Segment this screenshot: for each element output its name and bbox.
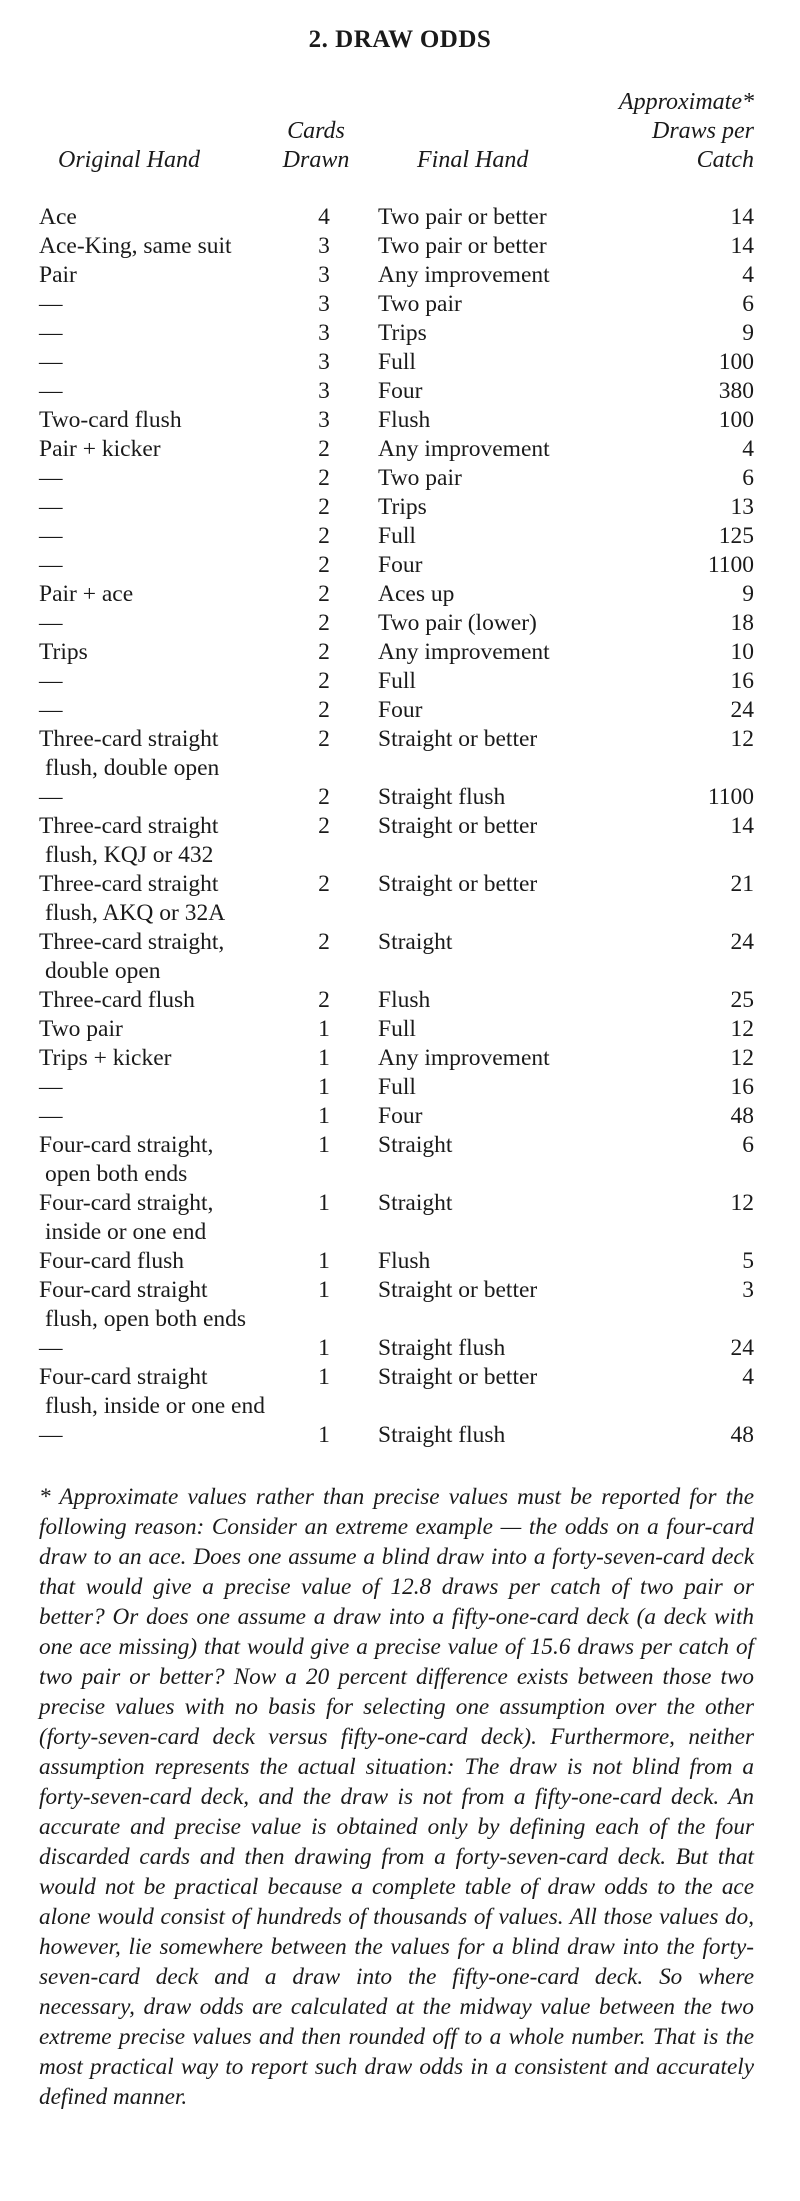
table-row xyxy=(39,812,754,870)
final-hand-cell: Straight xyxy=(378,929,453,955)
table-row xyxy=(39,580,754,609)
original-hand-cell xyxy=(39,1421,319,1450)
original-hand-line: — xyxy=(39,697,63,723)
draws-per-catch-cell: 21 xyxy=(730,871,754,897)
original-hand-line: Two pair xyxy=(39,1016,123,1042)
table-row xyxy=(39,377,754,406)
final-hand-cell: Straight xyxy=(378,1132,453,1158)
original-hand-cell xyxy=(39,1131,319,1189)
draws-per-catch-cell: 380 xyxy=(718,378,754,404)
cards-drawn-cell: 2 xyxy=(318,987,330,1013)
final-hand-cell: Any improvement xyxy=(378,639,550,665)
cards-drawn-cell: 1 xyxy=(318,1364,330,1390)
final-hand-cell: Full xyxy=(378,349,416,375)
original-hand-cell xyxy=(39,1247,319,1276)
table-row xyxy=(39,1276,754,1334)
original-hand-cell xyxy=(39,1044,319,1073)
original-hand-line: — xyxy=(39,668,63,694)
draws-per-catch-cell: 48 xyxy=(730,1103,754,1129)
final-hand-cell: Any improvement xyxy=(378,436,550,462)
table-row xyxy=(39,232,754,261)
original-hand-line: Four-card straight xyxy=(39,1277,208,1303)
table-row xyxy=(39,609,754,638)
table-row xyxy=(39,551,754,580)
table-row xyxy=(39,1102,754,1131)
original-hand-line: Two-card flush xyxy=(39,407,182,433)
original-hand-line: double open xyxy=(45,958,161,984)
cards-drawn-cell: 2 xyxy=(318,639,330,665)
cards-drawn-cell: 3 xyxy=(318,262,330,288)
cards-drawn-cell: 2 xyxy=(318,871,330,897)
cards-drawn-cell: 3 xyxy=(318,320,330,346)
final-hand-cell: Straight xyxy=(378,1190,453,1216)
table-row xyxy=(39,696,754,725)
table-row xyxy=(39,435,754,464)
original-hand-cell xyxy=(39,348,319,377)
original-hand-cell xyxy=(39,522,319,551)
final-hand-cell: Trips xyxy=(378,494,427,520)
final-hand-cell: Full xyxy=(378,668,416,694)
draws-per-catch-cell: 18 xyxy=(730,610,754,636)
original-hand-line: — xyxy=(39,610,63,636)
original-hand-cell xyxy=(39,464,319,493)
cards-drawn-cell: 2 xyxy=(318,610,330,636)
table-row xyxy=(39,1421,754,1450)
cards-drawn-cell: 2 xyxy=(318,494,330,520)
original-hand-line: flush, open both ends xyxy=(45,1306,247,1332)
final-hand-cell: Straight or better xyxy=(378,1277,538,1303)
final-hand-cell: Two pair xyxy=(378,465,462,491)
original-hand-line: Three-card flush xyxy=(39,987,195,1013)
draws-per-catch-cell: 48 xyxy=(730,1422,754,1448)
table-row xyxy=(39,783,754,812)
cards-drawn-cell: 2 xyxy=(318,784,330,810)
final-hand-cell: Straight or better xyxy=(378,813,538,839)
original-hand-line: flush, double open xyxy=(45,755,220,781)
original-hand-cell xyxy=(39,1015,319,1044)
table-row xyxy=(39,261,754,290)
original-hand-line: — xyxy=(39,1335,63,1361)
table-row xyxy=(39,203,754,232)
original-hand-line: — xyxy=(39,291,63,317)
original-hand-cell xyxy=(39,609,319,638)
cards-drawn-cell: 1 xyxy=(318,1045,330,1071)
cards-drawn-cell: 2 xyxy=(318,726,330,752)
cards-drawn-cell: 2 xyxy=(318,813,330,839)
cards-drawn-cell: 1 xyxy=(318,1016,330,1042)
cards-drawn-cell: 1 xyxy=(318,1422,330,1448)
draws-per-catch-cell: 6 xyxy=(742,291,754,317)
draws-per-catch-cell: 100 xyxy=(718,407,754,433)
original-hand-line: — xyxy=(39,784,63,810)
table-row xyxy=(39,986,754,1015)
table-row xyxy=(39,667,754,696)
draws-per-catch-cell: 9 xyxy=(742,581,754,607)
draws-per-catch-cell: 13 xyxy=(730,494,754,520)
original-hand-line: Three-card straight xyxy=(39,813,219,839)
original-hand-line: flush, inside or one end xyxy=(45,1393,265,1419)
table-row xyxy=(39,348,754,377)
original-hand-cell xyxy=(39,319,319,348)
table-row xyxy=(39,290,754,319)
table-row xyxy=(39,1363,754,1421)
draws-per-catch-cell: 125 xyxy=(718,523,754,549)
cards-drawn-cell: 3 xyxy=(318,378,330,404)
draws-per-catch-cell: 14 xyxy=(730,813,754,839)
cards-drawn-cell: 2 xyxy=(318,436,330,462)
original-hand-line: Three-card straight xyxy=(39,726,219,752)
draws-per-catch-cell: 16 xyxy=(730,668,754,694)
table-row xyxy=(39,493,754,522)
cards-drawn-cell: 2 xyxy=(318,697,330,723)
header-approx-draws xyxy=(494,88,754,175)
draws-per-catch-cell: 24 xyxy=(730,1335,754,1361)
final-hand-cell: Four xyxy=(378,697,423,723)
final-hand-cell: Full xyxy=(378,1074,416,1100)
cards-drawn-cell: 1 xyxy=(318,1335,330,1361)
original-hand-line: — xyxy=(39,378,63,404)
final-hand-cell: Four xyxy=(378,1103,423,1129)
final-hand-cell: Trips xyxy=(378,320,427,346)
original-hand-line: — xyxy=(39,320,63,346)
original-hand-cell xyxy=(39,290,319,319)
final-hand-cell: Two pair (lower) xyxy=(378,610,537,636)
table-row xyxy=(39,1073,754,1102)
final-hand-cell: Four xyxy=(378,378,423,404)
draws-per-catch-cell: 3 xyxy=(742,1277,754,1303)
table-row xyxy=(39,725,754,783)
table-row xyxy=(39,1334,754,1363)
original-hand-line: Four-card straight, xyxy=(39,1190,214,1216)
header-cards-drawn xyxy=(256,117,376,175)
original-hand-line: — xyxy=(39,552,63,578)
final-hand-cell: Any improvement xyxy=(378,1045,550,1071)
draws-per-catch-cell: 14 xyxy=(730,204,754,230)
draws-per-catch-cell: 10 xyxy=(730,639,754,665)
table-row xyxy=(39,1131,754,1189)
draws-per-catch-cell: 100 xyxy=(718,349,754,375)
cards-drawn-cell: 1 xyxy=(318,1103,330,1129)
cards-drawn-cell: 1 xyxy=(318,1248,330,1274)
original-hand-cell xyxy=(39,1363,319,1421)
header-final-hand: Final Hand xyxy=(417,147,529,173)
original-hand-cell xyxy=(39,696,319,725)
cards-drawn-cell: 2 xyxy=(318,465,330,491)
draws-per-catch-cell: 12 xyxy=(730,1190,754,1216)
original-hand-line: Three-card straight xyxy=(39,871,219,897)
original-hand-cell xyxy=(39,435,319,464)
final-hand-cell: Two pair or better xyxy=(378,204,547,230)
table-row xyxy=(39,464,754,493)
final-hand-cell: Full xyxy=(378,1016,416,1042)
table-row xyxy=(39,1044,754,1073)
header-cards-drawn-line: Cards xyxy=(287,118,345,144)
cards-drawn-cell: 1 xyxy=(318,1074,330,1100)
draws-per-catch-cell: 4 xyxy=(742,262,754,288)
original-hand-cell xyxy=(39,1073,319,1102)
cards-drawn-cell: 3 xyxy=(318,349,330,375)
draw-odds-table xyxy=(39,203,754,1450)
table-row xyxy=(39,406,754,435)
original-hand-cell xyxy=(39,986,319,1015)
original-hand-line: Four-card straight xyxy=(39,1364,208,1390)
cards-drawn-cell: 1 xyxy=(318,1277,330,1303)
final-hand-cell: Straight or better xyxy=(378,871,538,897)
original-hand-line: Four-card flush xyxy=(39,1248,185,1274)
original-hand-cell xyxy=(39,1334,319,1363)
cards-drawn-cell: 2 xyxy=(318,929,330,955)
header-original-hand: Original Hand xyxy=(58,147,201,173)
original-hand-cell xyxy=(39,377,319,406)
original-hand-cell xyxy=(39,551,319,580)
cards-drawn-cell: 2 xyxy=(318,668,330,694)
cards-drawn-cell: 4 xyxy=(318,204,330,230)
table-row xyxy=(39,638,754,667)
table-row xyxy=(39,928,754,986)
draws-per-catch-cell: 4 xyxy=(742,1364,754,1390)
table-row xyxy=(39,1189,754,1247)
draws-per-catch-cell: 12 xyxy=(730,1045,754,1071)
final-hand-cell: Any improvement xyxy=(378,262,550,288)
final-hand-cell: Straight or better xyxy=(378,1364,538,1390)
original-hand-cell xyxy=(39,1102,319,1131)
draws-per-catch-cell: 14 xyxy=(730,233,754,259)
header-approx-draws-line: Catch xyxy=(696,147,754,173)
original-hand-cell xyxy=(39,638,319,667)
draws-per-catch-cell: 5 xyxy=(742,1248,754,1274)
original-hand-cell xyxy=(39,261,319,290)
header-approx-draws-line: Draws per xyxy=(651,118,754,144)
table-row xyxy=(39,1015,754,1044)
table-row xyxy=(39,1247,754,1276)
original-hand-cell xyxy=(39,1276,319,1334)
header-approx-draws-line: Approximate* xyxy=(618,89,754,115)
draws-per-catch-cell: 16 xyxy=(730,1074,754,1100)
cards-drawn-cell: 2 xyxy=(318,523,330,549)
final-hand-cell: Full xyxy=(378,523,416,549)
original-hand-cell xyxy=(39,725,319,783)
draws-per-catch-cell: 6 xyxy=(742,465,754,491)
draws-per-catch-cell: 1100 xyxy=(707,552,754,578)
final-hand-cell: Straight or better xyxy=(378,726,538,752)
table-row xyxy=(39,522,754,551)
original-hand-line: — xyxy=(39,465,63,491)
original-hand-cell xyxy=(39,783,319,812)
final-hand-cell: Straight flush xyxy=(378,784,506,810)
original-hand-cell xyxy=(39,493,319,522)
draws-per-catch-cell: 12 xyxy=(730,1016,754,1042)
final-hand-cell: Flush xyxy=(378,407,431,433)
draws-per-catch-cell: 4 xyxy=(742,436,754,462)
original-hand-line: — xyxy=(39,494,63,520)
original-hand-cell xyxy=(39,928,319,986)
original-hand-cell xyxy=(39,580,319,609)
draws-per-catch-cell: 12 xyxy=(730,726,754,752)
original-hand-line: — xyxy=(39,523,63,549)
table-row xyxy=(39,870,754,928)
original-hand-cell xyxy=(39,232,319,261)
final-hand-cell: Aces up xyxy=(378,581,455,607)
original-hand-line: Pair + kicker xyxy=(39,436,161,462)
original-hand-cell xyxy=(39,203,319,232)
cards-drawn-cell: 3 xyxy=(318,291,330,317)
draws-per-catch-cell: 25 xyxy=(730,987,754,1013)
original-hand-line: Ace xyxy=(39,204,77,230)
final-hand-cell: Flush xyxy=(378,1248,431,1274)
original-hand-line: Trips xyxy=(39,639,88,665)
original-hand-line: flush, KQJ or 432 xyxy=(45,842,214,868)
cards-drawn-cell: 1 xyxy=(318,1132,330,1158)
draws-per-catch-cell: 6 xyxy=(742,1132,754,1158)
header-cards-drawn-line: Drawn xyxy=(282,147,350,173)
page-title: 2. DRAW ODDS xyxy=(308,26,492,53)
footnote: * Approximate values rather than precise values must be reported for the following reason: Consider an extreme example — the odds on a four-card draw to an ace. Does one assume a blind draw into a forty-seven-card deck that would give a precise value of 12.8 draws per catch of two pair or better? Or does one assume a draw into a fifty-one-card deck (a deck with one ace missing) that would give a precise value of 15.6 draws per catch of two pair or better? Now a 20 percent difference exists between those two precise values with no basis for selecting one assumption over the other (forty-seven-card deck versus fifty-one-card deck). Furthermore, neither assumption represents the actual situation: The draw is not blind from a forty-seven-card deck, and the draw is not from a fifty-one-card deck. An accurate and precise value is obtained only by defining each of the four discarded cards and then drawing from a forty-seven-card deck. But that would not be practical because a complete table of draw odds to the ace alone would consist of hundreds of thousands of values. All those values do, however, lie somewhere between the values for a blind draw into the forty-seven-card deck and a draw into the fifty-one-card deck. So where necessary, draw odds are calculated at the midway value between the two extreme precise values and then rounded off to a whole number. That is the most practical way to report such draw odds in a consistent and accurately defined manner. xyxy=(39,1484,754,2110)
original-hand-line: open both ends xyxy=(45,1161,188,1187)
original-hand-cell xyxy=(39,1189,319,1247)
original-hand-line: flush, AKQ or 32A xyxy=(45,900,226,926)
original-hand-cell xyxy=(39,870,319,928)
original-hand-line: inside or one end xyxy=(45,1219,207,1245)
cards-drawn-cell: 2 xyxy=(318,581,330,607)
cards-drawn-cell: 3 xyxy=(318,233,330,259)
final-hand-cell: Two pair or better xyxy=(378,233,547,259)
original-hand-cell xyxy=(39,667,319,696)
cards-drawn-cell: 1 xyxy=(318,1190,330,1216)
original-hand-line: Ace-King, same suit xyxy=(39,233,232,259)
original-hand-line: — xyxy=(39,1103,63,1129)
final-hand-cell: Two pair xyxy=(378,291,462,317)
original-hand-line: — xyxy=(39,1074,63,1100)
original-hand-cell xyxy=(39,812,319,870)
final-hand-cell: Straight flush xyxy=(378,1335,506,1361)
original-hand-line: — xyxy=(39,349,63,375)
final-hand-cell: Flush xyxy=(378,987,431,1013)
cards-drawn-cell: 2 xyxy=(318,552,330,578)
original-hand-line: Pair xyxy=(39,262,77,288)
draws-per-catch-cell: 24 xyxy=(730,697,754,723)
original-hand-line: — xyxy=(39,1422,63,1448)
draws-per-catch-cell: 1100 xyxy=(707,784,754,810)
original-hand-line: Trips + kicker xyxy=(39,1045,172,1071)
original-hand-line: Four-card straight, xyxy=(39,1132,214,1158)
final-hand-cell: Straight flush xyxy=(378,1422,506,1448)
original-hand-cell xyxy=(39,406,319,435)
final-hand-cell: Four xyxy=(378,552,423,578)
cards-drawn-cell: 3 xyxy=(318,407,330,433)
draws-per-catch-cell: 24 xyxy=(730,929,754,955)
original-hand-line: Three-card straight, xyxy=(39,929,225,955)
draws-per-catch-cell: 9 xyxy=(742,320,754,346)
original-hand-line: Pair + ace xyxy=(39,581,134,607)
table-row xyxy=(39,319,754,348)
